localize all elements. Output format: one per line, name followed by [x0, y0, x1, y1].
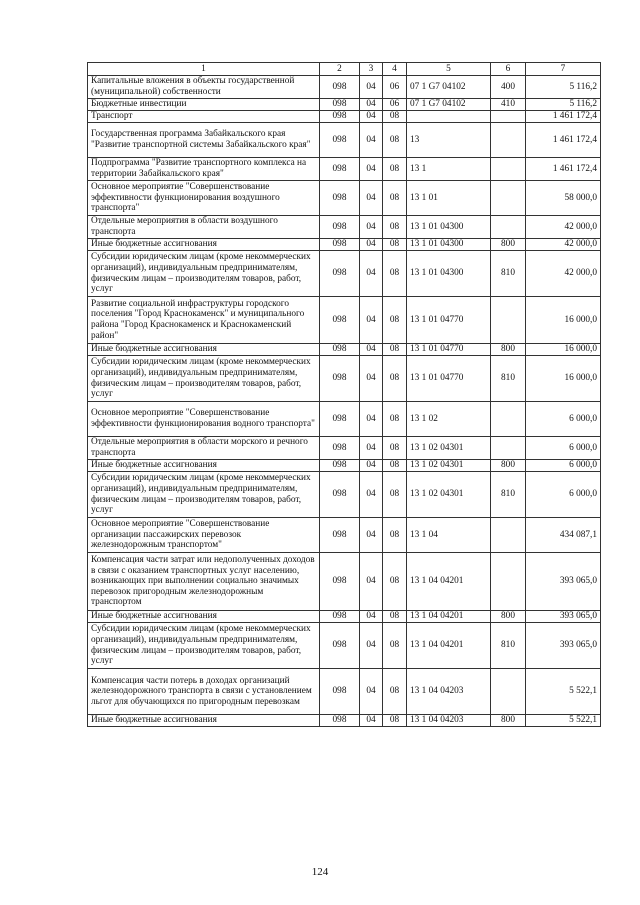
row-name-cell: Подпрограмма "Развитие транспортного комплекса на территории Забайкальского края"	[88, 158, 320, 181]
table-row	[88, 472, 601, 518]
table-row	[88, 251, 601, 297]
row-target-article-cell: 13 1 01 04300	[407, 216, 491, 239]
row-admin-code-cell: 098	[320, 715, 360, 727]
row-section-cell: 04	[360, 111, 383, 123]
row-expense-type-cell	[491, 669, 526, 715]
row-expense-type-cell: 800	[491, 344, 526, 356]
table-row	[88, 239, 601, 251]
row-amount-cell: 1 461 172,4	[526, 158, 601, 181]
header-cell-5: 5	[407, 63, 491, 76]
row-target-article-cell: 13 1 01 04300	[407, 239, 491, 251]
table-row	[88, 297, 601, 344]
header-cell-4: 4	[383, 63, 407, 76]
row-admin-code-cell: 098	[320, 181, 360, 216]
row-expense-type-cell	[491, 518, 526, 553]
row-subsection-cell: 08	[383, 715, 407, 727]
row-subsection-cell: 08	[383, 123, 407, 158]
row-amount-cell: 1 461 172,4	[526, 111, 601, 123]
row-section-cell: 04	[360, 216, 383, 239]
row-admin-code-cell: 098	[320, 297, 360, 344]
table-row	[88, 669, 601, 715]
row-amount-cell: 5 116,2	[526, 76, 601, 99]
row-subsection-cell: 08	[383, 460, 407, 472]
row-section-cell: 04	[360, 158, 383, 181]
row-admin-code-cell: 098	[320, 518, 360, 553]
table-row	[88, 158, 601, 181]
row-amount-cell: 393 065,0	[526, 623, 601, 669]
header-cell-6: 6	[491, 63, 526, 76]
page-number: 124	[311, 866, 329, 878]
row-name-cell: Субсидии юридическим лицам (кроме некоммерческих организаций), индивидуальным предпринимателям, физическим лицам – производителям товаров, работ, услуг	[88, 472, 320, 518]
table-row	[88, 437, 601, 460]
row-expense-type-cell	[491, 123, 526, 158]
row-section-cell: 04	[360, 123, 383, 158]
row-amount-cell: 5 522,1	[526, 715, 601, 727]
row-target-article-cell: 13 1 01 04770	[407, 344, 491, 356]
row-expense-type-cell: 800	[491, 611, 526, 623]
table-row	[88, 99, 601, 111]
row-subsection-cell: 08	[383, 216, 407, 239]
row-target-article-cell: 13	[407, 123, 491, 158]
row-admin-code-cell: 098	[320, 123, 360, 158]
table-row	[88, 111, 601, 123]
row-section-cell: 04	[360, 669, 383, 715]
row-target-article-cell: 07 1 G7 04102	[407, 99, 491, 111]
row-target-article-cell: 13 1	[407, 158, 491, 181]
table-row	[88, 553, 601, 611]
row-section-cell: 04	[360, 99, 383, 111]
row-target-article-cell: 07 1 G7 04102	[407, 76, 491, 99]
row-name-cell: Отдельные мероприятия в области воздушного транспорта	[88, 216, 320, 239]
row-section-cell: 04	[360, 181, 383, 216]
row-admin-code-cell: 098	[320, 99, 360, 111]
row-name-cell: Бюджетные инвестиции	[88, 99, 320, 111]
row-admin-code-cell: 098	[320, 611, 360, 623]
row-amount-cell: 1 461 172,4	[526, 123, 601, 158]
row-subsection-cell: 08	[383, 623, 407, 669]
table-row	[88, 623, 601, 669]
row-amount-cell: 434 087,1	[526, 518, 601, 553]
row-admin-code-cell: 098	[320, 344, 360, 356]
header-cell-3: 3	[360, 63, 383, 76]
table-row	[88, 518, 601, 553]
row-admin-code-cell: 098	[320, 76, 360, 99]
row-target-article-cell: 13 1 04 04201	[407, 611, 491, 623]
row-admin-code-cell: 098	[320, 472, 360, 518]
row-amount-cell: 42 000,0	[526, 239, 601, 251]
row-admin-code-cell: 098	[320, 251, 360, 297]
row-section-cell: 04	[360, 611, 383, 623]
row-section-cell: 04	[360, 344, 383, 356]
table-row	[88, 402, 601, 437]
row-name-cell: Субсидии юридическим лицам (кроме некоммерческих организаций), индивидуальным предпринимателям, физическим лицам – производителям товаров, работ, услуг	[88, 623, 320, 669]
row-expense-type-cell	[491, 158, 526, 181]
row-name-cell: Отдельные мероприятия в области морского и речного транспорта	[88, 437, 320, 460]
table-row	[88, 460, 601, 472]
row-admin-code-cell: 098	[320, 239, 360, 251]
row-section-cell: 04	[360, 472, 383, 518]
row-subsection-cell: 08	[383, 669, 407, 715]
row-subsection-cell: 08	[383, 344, 407, 356]
row-expense-type-cell	[491, 437, 526, 460]
row-expense-type-cell: 800	[491, 715, 526, 727]
header-cell-2: 2	[320, 63, 360, 76]
row-admin-code-cell: 098	[320, 216, 360, 239]
row-amount-cell: 16 000,0	[526, 356, 601, 402]
row-name-cell: Иные бюджетные ассигнования	[88, 460, 320, 472]
row-target-article-cell: 13 1 01 04770	[407, 297, 491, 344]
row-target-article-cell: 13 1 04 04203	[407, 715, 491, 727]
row-amount-cell: 42 000,0	[526, 216, 601, 239]
row-name-cell: Субсидии юридическим лицам (кроме некоммерческих организаций), индивидуальным предпринимателям, физическим лицам – производителям товаров, работ, услуг	[88, 356, 320, 402]
row-name-cell: Компенсация части потерь в доходах организаций железнодорожного транспорта в связи с установлением льгот для обучающихся по пригородным перевозкам	[88, 669, 320, 715]
row-subsection-cell: 08	[383, 611, 407, 623]
table-row	[88, 216, 601, 239]
row-admin-code-cell: 098	[320, 623, 360, 669]
row-target-article-cell: 13 1 04 04201	[407, 623, 491, 669]
row-name-cell: Субсидии юридическим лицам (кроме некоммерческих организаций), индивидуальным предпринимателям, физическим лицам – производителям товаров, работ, услуг	[88, 251, 320, 297]
row-section-cell: 04	[360, 437, 383, 460]
row-target-article-cell: 13 1 02 04301	[407, 460, 491, 472]
row-section-cell: 04	[360, 76, 383, 99]
table-row	[88, 611, 601, 623]
row-name-cell: Основное мероприятие "Совершенствование организации пассажирских перевозок железнодорожным транспортом"	[88, 518, 320, 553]
row-name-cell: Иные бюджетные ассигнования	[88, 239, 320, 251]
row-amount-cell: 16 000,0	[526, 297, 601, 344]
row-section-cell: 04	[360, 251, 383, 297]
row-name-cell: Капитальные вложения в объекты государственной (муниципальной) собственности	[88, 76, 320, 99]
row-name-cell: Компенсация части затрат или недополученных доходов в связи с оказанием транспортных услуг населению, возникающих при выполнении социально значимых перевозок пригородным железнодорожным транспортом	[88, 553, 320, 611]
row-subsection-cell: 08	[383, 239, 407, 251]
row-subsection-cell: 08	[383, 297, 407, 344]
table-row	[88, 123, 601, 158]
header-cell-1: 1	[88, 63, 320, 76]
row-expense-type-cell	[491, 181, 526, 216]
row-amount-cell: 42 000,0	[526, 251, 601, 297]
row-section-cell: 04	[360, 623, 383, 669]
row-section-cell: 04	[360, 715, 383, 727]
row-expense-type-cell: 800	[491, 460, 526, 472]
row-name-cell: Иные бюджетные ассигнования	[88, 611, 320, 623]
row-amount-cell: 16 000,0	[526, 344, 601, 356]
row-expense-type-cell	[491, 402, 526, 437]
budget-table	[87, 62, 601, 727]
row-amount-cell: 6 000,0	[526, 460, 601, 472]
row-expense-type-cell: 810	[491, 472, 526, 518]
row-subsection-cell: 08	[383, 402, 407, 437]
row-amount-cell: 6 000,0	[526, 402, 601, 437]
row-expense-type-cell	[491, 297, 526, 344]
row-subsection-cell: 08	[383, 518, 407, 553]
row-admin-code-cell: 098	[320, 356, 360, 402]
row-target-article-cell: 13 1 01 04300	[407, 251, 491, 297]
row-expense-type-cell: 810	[491, 356, 526, 402]
row-expense-type-cell: 810	[491, 251, 526, 297]
row-target-article-cell: 13 1 02 04301	[407, 437, 491, 460]
table-row	[88, 344, 601, 356]
row-subsection-cell: 06	[383, 99, 407, 111]
row-subsection-cell: 08	[383, 251, 407, 297]
row-expense-type-cell: 410	[491, 99, 526, 111]
row-section-cell: 04	[360, 460, 383, 472]
row-subsection-cell: 08	[383, 553, 407, 611]
row-subsection-cell: 06	[383, 76, 407, 99]
row-expense-type-cell: 400	[491, 76, 526, 99]
row-amount-cell: 5 522,1	[526, 669, 601, 715]
row-target-article-cell: 13 1 04	[407, 518, 491, 553]
row-target-article-cell	[407, 111, 491, 123]
row-amount-cell: 393 065,0	[526, 611, 601, 623]
row-amount-cell: 6 000,0	[526, 472, 601, 518]
header-row	[88, 63, 601, 76]
row-expense-type-cell	[491, 553, 526, 611]
row-target-article-cell: 13 1 04 04203	[407, 669, 491, 715]
row-name-cell: Основное мероприятие "Совершенствование эффективности функционирования водного транспорта"	[88, 402, 320, 437]
row-section-cell: 04	[360, 553, 383, 611]
row-name-cell: Транспорт	[88, 111, 320, 123]
table-row	[88, 181, 601, 216]
row-target-article-cell: 13 1 01 04770	[407, 356, 491, 402]
row-amount-cell: 393 065,0	[526, 553, 601, 611]
row-subsection-cell: 08	[383, 437, 407, 460]
row-target-article-cell: 13 1 01	[407, 181, 491, 216]
row-subsection-cell: 08	[383, 158, 407, 181]
row-admin-code-cell: 098	[320, 402, 360, 437]
row-target-article-cell: 13 1 02 04301	[407, 472, 491, 518]
row-subsection-cell: 08	[383, 472, 407, 518]
row-admin-code-cell: 098	[320, 553, 360, 611]
row-section-cell: 04	[360, 297, 383, 344]
row-target-article-cell: 13 1 02	[407, 402, 491, 437]
row-subsection-cell: 08	[383, 181, 407, 216]
row-section-cell: 04	[360, 239, 383, 251]
row-expense-type-cell	[491, 216, 526, 239]
row-amount-cell: 6 000,0	[526, 437, 601, 460]
row-admin-code-cell: 098	[320, 111, 360, 123]
header-cell-7: 7	[526, 63, 601, 76]
row-admin-code-cell: 098	[320, 669, 360, 715]
row-name-cell: Иные бюджетные ассигнования	[88, 344, 320, 356]
row-section-cell: 04	[360, 356, 383, 402]
row-target-article-cell: 13 1 04 04201	[407, 553, 491, 611]
table-row	[88, 715, 601, 727]
row-name-cell: Иные бюджетные ассигнования	[88, 715, 320, 727]
row-name-cell: Развитие социальной инфраструктуры городского поселения "Город Краснокаменск" и муниципального района "Город Краснокаменск и Краснокаменский район"	[88, 297, 320, 344]
row-name-cell: Основное мероприятие "Совершенствование эффективности функционирования воздушного транспорта"	[88, 181, 320, 216]
row-expense-type-cell: 800	[491, 239, 526, 251]
row-amount-cell: 58 000,0	[526, 181, 601, 216]
row-name-cell: Государственная программа Забайкальского края "Развитие транспортной системы Забайкальского края"	[88, 123, 320, 158]
row-subsection-cell: 08	[383, 111, 407, 123]
row-amount-cell: 5 116,2	[526, 99, 601, 111]
row-section-cell: 04	[360, 402, 383, 437]
row-admin-code-cell: 098	[320, 437, 360, 460]
table-row	[88, 76, 601, 99]
row-expense-type-cell	[491, 111, 526, 123]
table-row	[88, 356, 601, 402]
row-admin-code-cell: 098	[320, 460, 360, 472]
row-section-cell: 04	[360, 518, 383, 553]
row-admin-code-cell: 098	[320, 158, 360, 181]
row-expense-type-cell: 810	[491, 623, 526, 669]
row-subsection-cell: 08	[383, 356, 407, 402]
